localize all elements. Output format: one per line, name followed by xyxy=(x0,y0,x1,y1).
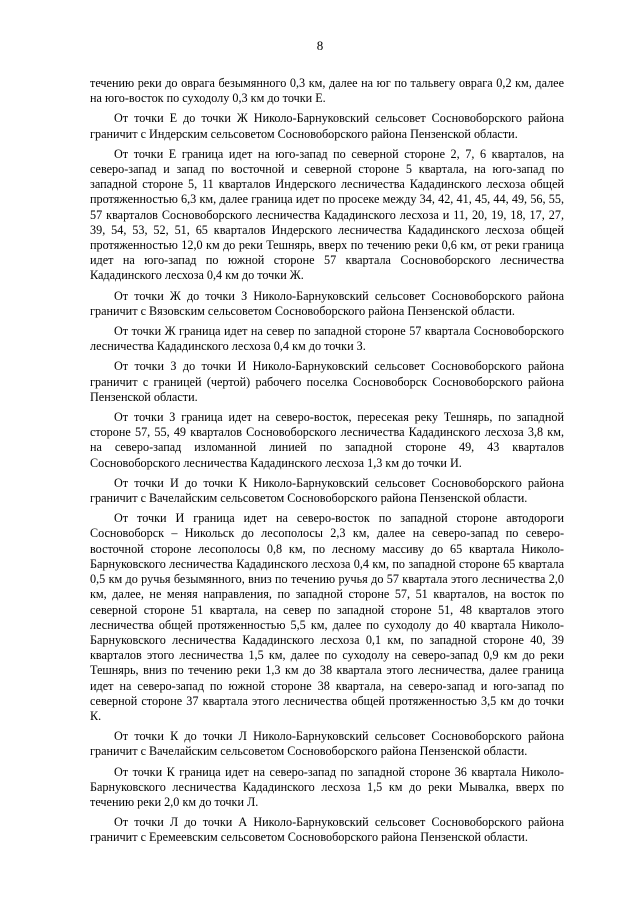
paragraph: От точки Е граница идет на юго-запад по северной стороне 2, 7, 6 кварталов, на северо-запад и запад по восточной и северной стороне 5 квартала, на юго-запад по западной стороне 5, 11 кварталов Индерского лесничества Кададинского лесхоза общей протяженностью 6,3 км, далее граница идет по просеке между 34, 42, 41, 45, 44, 49, 56, 55, 57 кварталов Сосновоборского лесничества Кададинского лесхоза и 11, 20, 19, 18, 17, 27, 39, 54, 53, 52, 51, 65 кварталов Индерского лесничества Кададинского лесхоза общей протяженностью 12,0 км до реки Тешнярь, вверх по течению реки 0,6 км, от реки граница идет на юго-запад по южной стороне 57 квартала Сосновоборского лесничества Кададинского лесхоза 0,4 км до точки Ж. xyxy=(90,146,564,283)
page-number: 8 xyxy=(316,38,324,53)
paragraph: От точки З граница идет на северо-восток, пересекая реку Тешнярь, по западной стороне 57, 55, 49 кварталов Сосновоборского лесничества Кададинского лесхоза 3,8 км, на северо-запад изломанной линией по западной стороне 49, 43 кварталов Сосновоборского лесничества Кададинского лесхоза 1,3 км до точки И. xyxy=(90,410,564,470)
paragraph: От точки З до точки И Николо-Барнуковский сельсовет Сосновоборского района граничит с границей (чертой) рабочего поселка Сосновоборск Сосновоборского района Пензенской области. xyxy=(90,359,564,404)
paragraph: течению реки до оврага безымянного 0,3 км, далее на юг по тальвегу оврага 0,2 км, далее на юго-восток по суходолу 0,3 км до точки Е. xyxy=(90,76,564,106)
paragraph: От точки И граница идет на северо-восток по западной стороне автодороги Сосновоборск – Никольск до лесополосы 2,3 км, далее на северо-запад по северо-восточной стороне лесополосы 0,8 км, по лесному массиву до 65 квартала Николо-Барнуковского лесничества Кададинского лесхоза 0,4 км, по западной стороне 65 квартала 0,5 км до ручья безымянного, вниз по течению ручья до 57 квартала этого лесничества 2,0 км, далее, не меняя направления, по западной стороне 57, 51 кварталов, на восток по северной стороне 51 квартала, на север по западной стороне 51, 48 кварталов этого лесничества общей протяженностью 5,5 км, далее по суходолу до 40 квартала Николо-Барнуковского лесничества Кададинского лесхоза 0,1 км, по западной стороне 40, 39 кварталов этого лесничества 1,5 км, далее по суходолу на северо-запад 0,9 км до реки Тешнярь, вниз по течению реки 1,3 км до 38 квартала этого лесничества, далее граница идет на северо-запад по южной стороне 38 квартала, на северо-запад и юго-запад по северной стороне 37 квартала этого лесничества общей протяженностью 3,5 км до точки К. xyxy=(90,511,564,723)
paragraph: От точки К граница идет на северо-запад по западной стороне 36 квартала Николо-Барнуковского лесничества Кададинского лесхоза 1,5 км до реки Мывалка, вверх по течению реки 2,0 км до точки Л. xyxy=(90,764,564,809)
paragraph: От точки Ж до точки З Николо-Барнуковский сельсовет Сосновоборского района граничит с Вязовским сельсоветом Сосновоборского района Пензенской области. xyxy=(90,288,564,318)
paragraph: От точки Е до точки Ж Николо-Барнуковский сельсовет Сосновоборского района граничит с Индерским сельсоветом Сосновоборского района Пензенской области. xyxy=(90,111,564,141)
document-body xyxy=(90,76,564,851)
paragraph: От точки Ж граница идет на север по западной стороне 57 квартала Сосновоборского лесничества Кададинского лесхоза 0,4 км до точки З. xyxy=(90,324,564,354)
paragraph: От точки К до точки Л Николо-Барнуковский сельсовет Сосновоборского района граничит с Вачелайским сельсоветом Сосновоборского района Пензенской области. xyxy=(90,729,564,759)
paragraph: От точки Л до точки А Николо-Барнуковский сельсовет Сосновоборского района граничит с Еремеевским сельсоветом Сосновоборского района Пензенской области. xyxy=(90,815,564,845)
paragraph: От точки И до точки К Николо-Барнуковский сельсовет Сосновоборского района граничит с Вачелайским сельсоветом Сосновоборского района Пензенской области. xyxy=(90,475,564,506)
